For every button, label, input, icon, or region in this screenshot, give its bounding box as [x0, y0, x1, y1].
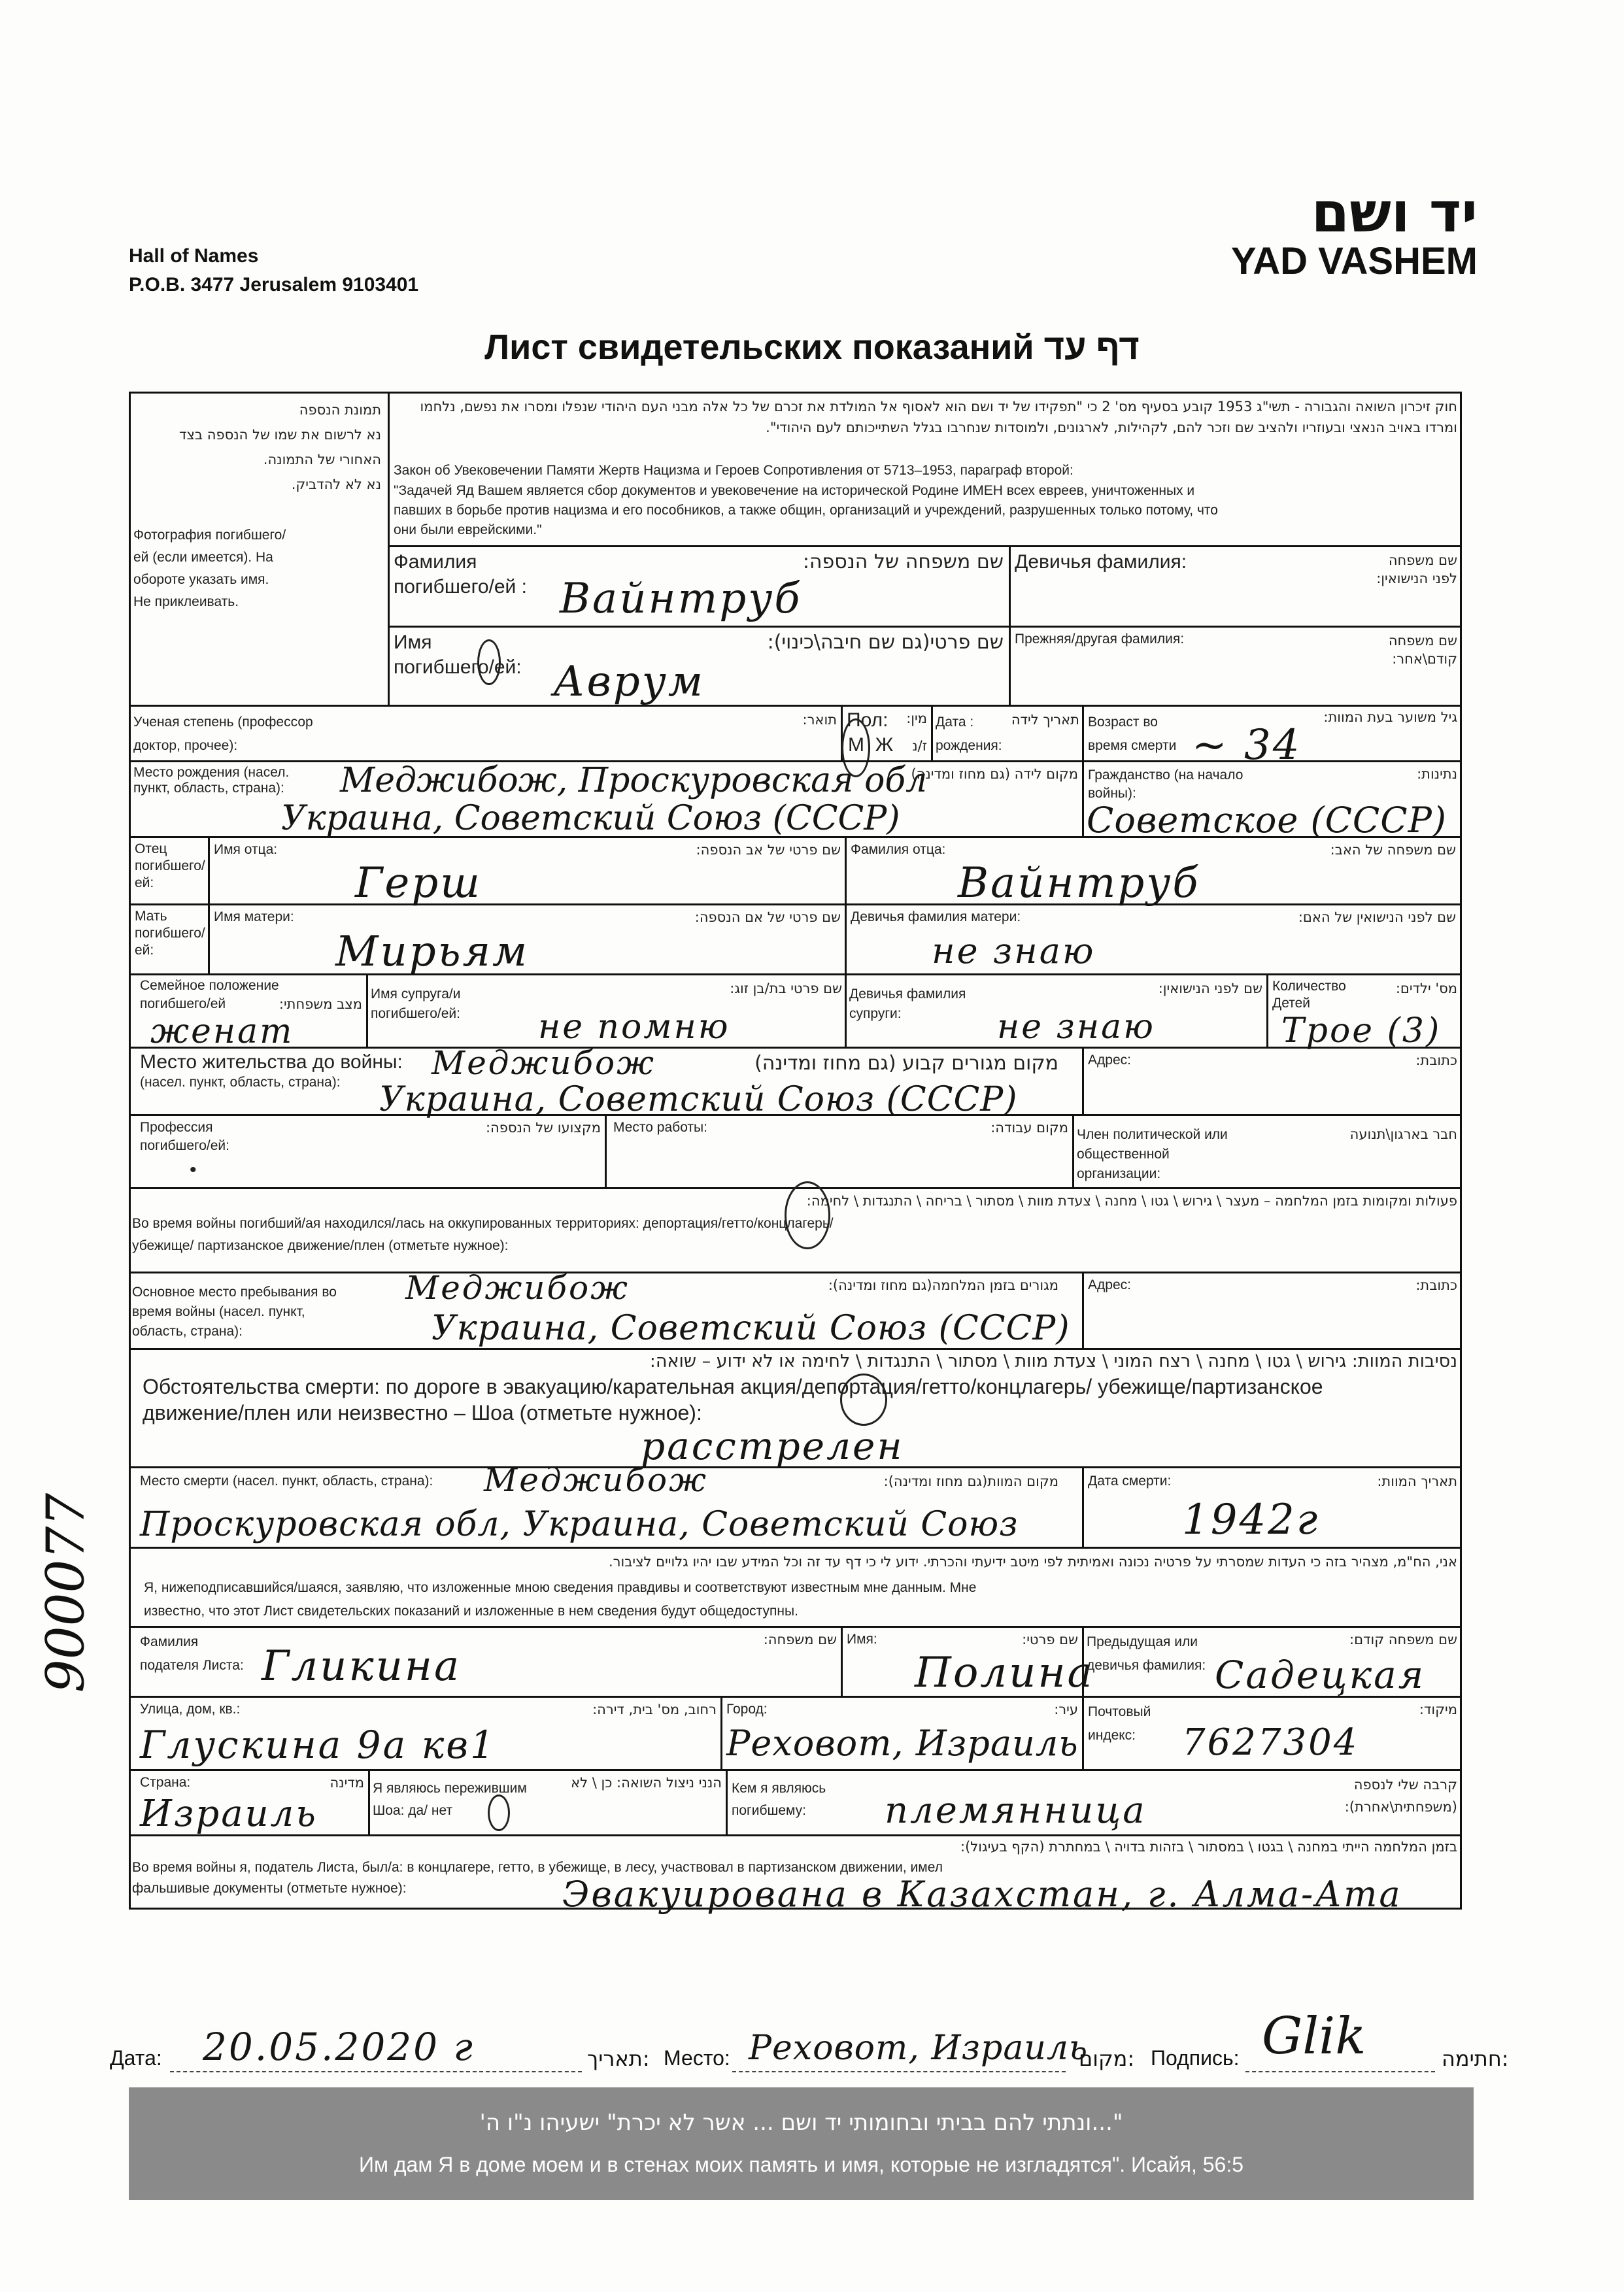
- label: Имя погибшего/ей:: [394, 632, 522, 678]
- date-label: Дата:: [110, 2046, 162, 2070]
- label-he: מקום מגורים קבוע (גם מחוז ומדינה): [754, 1052, 1058, 1075]
- yad-vashem-logo: [1210, 180, 1478, 288]
- label-he: מצב משפחתי:: [279, 996, 362, 1012]
- declaration-he: אני, הח"מ, מצהיר בזה כי העדות שמסרתי על פרטיה נכונה ואמיתית לפי מיטב ידיעתי והכרתי. ידוע לי כי דף עד זה וכל המידע שבו יהיו גלויים לציבור.: [608, 1554, 1457, 1570]
- photo-he: תמונת הנספה נא לרשום את שמו של הנספה בצד האחורי של התמונה. נא לא להדביק.: [179, 402, 381, 492]
- label-he: מדינה: [330, 1775, 364, 1791]
- value: Трое (3): [1281, 1011, 1442, 1051]
- label: Имя супруга/и погибшего/ей:: [371, 986, 461, 1021]
- label: Место жительства до войны:: [140, 1051, 403, 1073]
- label: Во время войны я, податель Листа, был/а: в концлагере, гетто, в убежище, в лесу, участвовал в партизанском движении, имел фальшивые документы (отметьте нужное):: [132, 1860, 943, 1896]
- mother-name-field[interactable]: [208, 903, 847, 975]
- quote-hebrew: "...ונתתי להם בביתי ובחומותי יד ושם ... אשר לא יכרת" ישעיהו נ"ו ה': [479, 2110, 1123, 2136]
- label-he: תאריך לידה: [1011, 712, 1079, 728]
- submitter-country-field[interactable]: [129, 1769, 370, 1836]
- relation-field[interactable]: [726, 1769, 1462, 1836]
- logo-hebrew: יד ושם: [1311, 180, 1478, 244]
- value: 1942г: [1182, 1496, 1320, 1544]
- value: ~ 34: [1192, 721, 1302, 769]
- value: Израиль: [140, 1793, 318, 1835]
- label: Адрес:: [1088, 1277, 1131, 1292]
- sex-options: М Ж: [848, 734, 894, 756]
- value: Вайнтруб: [958, 859, 1200, 907]
- workplace-field[interactable]: [605, 1114, 1074, 1189]
- declaration: [129, 1547, 1462, 1628]
- label-sub: (насел. пункт, область, страна):: [140, 1075, 341, 1090]
- value: Глускина 9а кв1: [140, 1723, 496, 1767]
- mother-maiden-field[interactable]: [845, 903, 1462, 975]
- value: Аврум: [553, 658, 705, 706]
- residence-address-field[interactable]: [1082, 1047, 1462, 1116]
- value: •: [190, 1159, 197, 1181]
- war-address-field[interactable]: [1082, 1272, 1462, 1350]
- value: расстрелен: [641, 1424, 904, 1468]
- label: Имя отца:: [214, 842, 278, 857]
- label-he: מקום המוות(גם מחוז ומדינה):: [883, 1474, 1058, 1489]
- sex-options-he: ז/נ: [912, 738, 927, 754]
- label-he: חבר בארגון\תנועה: [1349, 1126, 1457, 1142]
- death-date-field[interactable]: [1082, 1466, 1462, 1549]
- label-he: פעולות ומקומות בזמן המלחמה – מעצר \ גירוש \ גטו \ מחנה \ צעדת מוות \ מסתור \ בריחה \ התנגדות \ לחימה:: [806, 1193, 1457, 1209]
- children-count-field[interactable]: [1266, 973, 1462, 1049]
- father-label-cell: [129, 836, 210, 905]
- label-he: מקצועו של הנספה:: [485, 1120, 601, 1136]
- label-he: שם משפחה לפני הנישואין:: [1376, 552, 1457, 586]
- submitter-prev-surname-field[interactable]: [1082, 1626, 1462, 1698]
- label: Возраст во время смерти: [1088, 715, 1177, 753]
- label: Во время войны погибший/ая находился/лась на оккупированных территориях: депортация/гетто/концлагерь/убежище/ партизанское движение/плен (отметьте нужное):: [132, 1216, 834, 1253]
- label-he: שם משפחה קודם:: [1349, 1632, 1457, 1647]
- label: Прежняя/другая фамилия:: [1015, 632, 1185, 647]
- law-ru-title: Закон об Увековечении Памяти Жертв Нацизма и Героев Сопротивления от 5713–1953, параграф второй:: [394, 463, 1074, 478]
- value: Эвакуирована в Казахстан, г. Алма-Ата: [562, 1874, 1402, 1915]
- label: Семейное положение погибшего/ей: [140, 978, 279, 1011]
- survivor-field[interactable]: [368, 1769, 728, 1836]
- label: Пол:: [847, 709, 888, 731]
- photo-cell[interactable]: [129, 392, 390, 707]
- quote-russian: Им дам Я в доме моем и в стенах моих память и имя, которые не изгладятся". Исайя, 56:5: [358, 2153, 1244, 2176]
- date-underline: [170, 2071, 582, 2072]
- label-he: גיל משוער בעת המוות:: [1323, 709, 1457, 725]
- value: Вайнтруб: [560, 575, 802, 623]
- circle-yes: [488, 1795, 510, 1831]
- label: Дата : рождения:: [936, 715, 1002, 753]
- label-he: שם משפחה של הנספה:: [802, 550, 1004, 573]
- label: Мать погибшего/ей:: [135, 909, 205, 958]
- label-he: כתובת:: [1415, 1053, 1457, 1068]
- label-he: נתינות:: [1417, 766, 1457, 782]
- label: Место работы:: [613, 1120, 707, 1135]
- org-pob: P.O.B. 3477 Jerusalem 9103401: [129, 274, 419, 295]
- label-he: כתובת:: [1415, 1277, 1457, 1293]
- label: Профессия погибшего/ей:: [140, 1120, 229, 1153]
- organization-field[interactable]: [1072, 1114, 1462, 1189]
- label: Имя матери:: [214, 909, 294, 924]
- value: Герш: [355, 859, 482, 907]
- label: Фамилия отца:: [851, 842, 946, 857]
- label: Улица, дом, кв.:: [140, 1702, 241, 1717]
- submitter-name-field[interactable]: [841, 1626, 1094, 1698]
- value: Мирьям: [335, 928, 529, 976]
- birthdate-field[interactable]: [931, 705, 1084, 762]
- value-line1: Меджибож: [431, 1044, 656, 1082]
- submitter-zip-field[interactable]: [1082, 1696, 1462, 1771]
- war-place-field[interactable]: [129, 1269, 1084, 1350]
- value: Садецкая: [1215, 1653, 1426, 1697]
- label-he: מין:: [906, 711, 927, 726]
- law-ru-text: "Задачей Яд Вашем является сбор документов и увековечение на исторической Родине ИМЕН всех евреев, уничтоженных и павших в борьбе против нацизма и его пособников, а также общин, организаций и учреждений, разрушенных только потому, что они были еврейскими.": [394, 483, 1218, 537]
- label: Количество Детей: [1272, 979, 1346, 1011]
- label: Член политической или общественной организации:: [1077, 1127, 1228, 1181]
- label: Обстоятельства смерти: по дороге в эвакуацию/карательная акция/депортация/гетто/концлагерь/ убежище/партизанское движение/плен или неизвестно – Шоа (отметьте нужное):: [143, 1375, 1323, 1424]
- label-he: שם לפני הנישואין:: [1158, 981, 1262, 996]
- label-he: שם פרטי:: [1022, 1632, 1078, 1647]
- label-he: שם פרטי של אם הנספה:: [694, 909, 841, 925]
- family-status-field[interactable]: [129, 973, 368, 1049]
- org-name: Hall of Names: [129, 245, 259, 267]
- submitter-war-field[interactable]: [129, 1834, 1462, 1915]
- label-he: רחוב, מס' בית, דירה:: [592, 1702, 717, 1717]
- value: не помню: [538, 1007, 730, 1047]
- label-he: שם משפחה קודם\אחר:: [1388, 633, 1457, 667]
- label: Дата смерти:: [1088, 1474, 1172, 1489]
- signature-underline: [1245, 2071, 1435, 2072]
- value-line2: Украина, Советский Союз (СССР): [379, 1080, 1018, 1119]
- law-hebrew: חוק זיכרון השואה והגבורה - תשי"ג 1953 קובע בסעיף מס' 2 כי "תפקידו של יד ושם הוא לאסוף אל המולדת את זכרם של כל אלה מבני העם היהודי שנפלו ומסרו את נפשם, נלחמו ומרדו באויב הנאצי ובעוזריו ולהציב שם וזכר להם, לקהילות, לארגונים, ולמוסדות שנחרבו בגלל השתייכותם לעם היהודי".: [420, 399, 1457, 435]
- value: Полина: [915, 1649, 1094, 1697]
- value: не знаю: [932, 930, 1096, 971]
- label: Место смерти (насел. пункт, область, страна):: [140, 1474, 433, 1489]
- label-he: מיקוד:: [1419, 1702, 1457, 1717]
- label: Место рождения (насел. пункт, область, страна):: [133, 765, 290, 796]
- page-title: Лист свидетельских показаний דף עד: [484, 328, 1140, 367]
- label: Отец погибшего/ей:: [135, 841, 205, 890]
- value: Советское (СССР): [1087, 800, 1447, 841]
- label: Гражданство (на начало войны):: [1088, 767, 1243, 801]
- label: Фамилия погибшего/ей :: [394, 551, 527, 598]
- label-he: שם פרטי של אב הנספה:: [696, 842, 841, 858]
- quote-banner: [129, 2087, 1474, 2200]
- value-line2: Проскуровская обл, Украина, Советский Союз: [140, 1505, 1019, 1544]
- date-label-he: תאריך:: [587, 2046, 650, 2071]
- value: не знаю: [997, 1007, 1155, 1047]
- degree-field[interactable]: [129, 705, 843, 762]
- photo-ru: Фотография погибшего/ей (если имеется). На обороте указать имя. Не приклеивать.: [133, 528, 286, 609]
- label-he: עיר:: [1054, 1702, 1078, 1717]
- signature-label: Подпись:: [1151, 2046, 1240, 2070]
- place-label: Место:: [664, 2046, 730, 2070]
- label-he: נסיבות המוות: גירוש \ גטו \ מחנה \ רצח המוני \ צעדת מוות \ מסתור \ התנגדות \ לחימה או לא ידוע – שואה:: [649, 1351, 1457, 1372]
- label-he: שם משפחה של האב:: [1330, 842, 1456, 858]
- label: Город:: [726, 1702, 768, 1717]
- place-underline: [732, 2071, 1066, 2072]
- value-line1: Меджибож: [484, 1461, 708, 1499]
- citizenship-field[interactable]: [1082, 760, 1462, 841]
- label-he: קרבה שלי לנספה (משפחתית\אחרת):: [1344, 1777, 1457, 1815]
- label-he: הנני ניצול השואה: כן \ לא: [571, 1775, 722, 1791]
- label-he: מס' ילדים:: [1395, 981, 1457, 996]
- label-he: תאריך המוות:: [1377, 1474, 1457, 1489]
- place-label-he: מקום:: [1079, 2046, 1135, 2071]
- value-line1: Меджибож: [405, 1269, 630, 1307]
- birthplace-field[interactable]: [129, 760, 1084, 838]
- label: Страна:: [140, 1775, 191, 1790]
- value: Реховот, Израиль: [726, 1723, 1079, 1764]
- logo-english: YAD VASHEM: [1230, 240, 1478, 282]
- value: 7627304: [1182, 1721, 1359, 1764]
- declaration-ru: Я, нижеподписавшийся/шаяся, заявляю, что изложенные мною сведения правдивы и соответствуют известным мне данным. Мне известно, что этот Лист свидетельских показаний и изложенные в нем сведения будут общедоступны.: [144, 1580, 977, 1619]
- spouse-name-field[interactable]: [366, 973, 847, 1049]
- label: Фамилия подателя Листа:: [140, 1634, 244, 1673]
- sex-field[interactable]: [841, 705, 933, 762]
- signature-label-he: חתימה:: [1442, 2046, 1509, 2071]
- law-text: [388, 392, 1462, 547]
- father-name-field[interactable]: [208, 836, 847, 905]
- profession-field[interactable]: [129, 1114, 607, 1189]
- value: Гликина: [262, 1642, 462, 1691]
- label-he: מגורים בזמן המלחמה(גם מחוז ומדינה):: [828, 1277, 1058, 1293]
- mother-label-cell: [129, 903, 210, 975]
- label-he: שם פרטי בת/בן זוג:: [730, 981, 842, 996]
- value-line1: Меджибож, Проскуровская обл: [340, 761, 928, 800]
- label: Имя:: [847, 1632, 877, 1647]
- label: Адрес:: [1088, 1053, 1131, 1068]
- value-line2: Украина, Советский Союз (СССР): [281, 799, 900, 838]
- org-address: [129, 242, 418, 299]
- value: племянница: [885, 1789, 1147, 1832]
- label-he: שם פרטי(גם שם חיבה\כינוי):: [767, 631, 1004, 654]
- submitter-city-field[interactable]: [720, 1696, 1084, 1771]
- circle-mark: [477, 639, 501, 685]
- label: Основное место пребывания во время войны (насел. пункт, область, страна):: [132, 1285, 337, 1339]
- signature-line: [105, 2007, 1509, 2079]
- label: Девичья фамилия:: [1015, 551, 1187, 573]
- signature[interactable]: Glik: [1262, 2007, 1366, 2066]
- value-line2: Украина, Советский Союз (СССР): [431, 1309, 1070, 1348]
- age-field[interactable]: [1082, 705, 1462, 769]
- label-he: מקום עבודה:: [990, 1120, 1068, 1136]
- archive-number: 900077: [35, 1492, 96, 1693]
- victim-given-name-field[interactable]: [388, 626, 1011, 707]
- war-activity-field[interactable]: [129, 1187, 1462, 1273]
- label-he: מקום לידה (גם מחוז ומדינה): [911, 766, 1078, 782]
- victim-surname-field[interactable]: [388, 545, 1011, 628]
- victim-maiden-field[interactable]: [1009, 545, 1462, 628]
- label: Кем я являюсь погибшему:: [732, 1781, 826, 1818]
- residence-field[interactable]: [129, 1044, 1084, 1119]
- label-he: תואר:: [802, 712, 837, 728]
- label: Почтовый индекс:: [1088, 1704, 1151, 1743]
- submitter-street-field[interactable]: [129, 1696, 722, 1771]
- spouse-maiden-field[interactable]: [845, 973, 1268, 1049]
- label-he: בזמן המלחמה הייתי במחנה \ בגטו \ במסתור \ בזהות בדויה \ במחתרת (הקף בעיגול):: [960, 1839, 1457, 1855]
- label: Девичья фамилия матери:: [851, 909, 1021, 924]
- label: Ученая степень (профессор доктор, прочее):: [133, 715, 313, 753]
- place-value[interactable]: Реховот, Израиль: [749, 2029, 1089, 2068]
- circle-ghetto: [785, 1181, 830, 1249]
- label: Девичья фамилия супруги:: [849, 986, 966, 1021]
- circle-ghetto: [840, 1374, 887, 1426]
- date-value[interactable]: 20.05.2020 г: [203, 2025, 475, 2069]
- label: Я являюсь пережившим Шоа: да/ нет: [373, 1781, 527, 1818]
- submitter-surname-field[interactable]: [129, 1626, 843, 1698]
- victim-former-surname-field[interactable]: [1009, 626, 1462, 707]
- value: женат: [150, 1012, 294, 1051]
- label-he: שם משפחה:: [763, 1632, 837, 1647]
- death-place-field[interactable]: [129, 1461, 1084, 1549]
- label: Предыдущая или девичья фамилия:: [1087, 1634, 1206, 1673]
- label-he: שם לפני הנישואין של האם:: [1298, 909, 1456, 925]
- death-circumstances-field[interactable]: [129, 1348, 1462, 1468]
- father-surname-field[interactable]: [845, 836, 1462, 905]
